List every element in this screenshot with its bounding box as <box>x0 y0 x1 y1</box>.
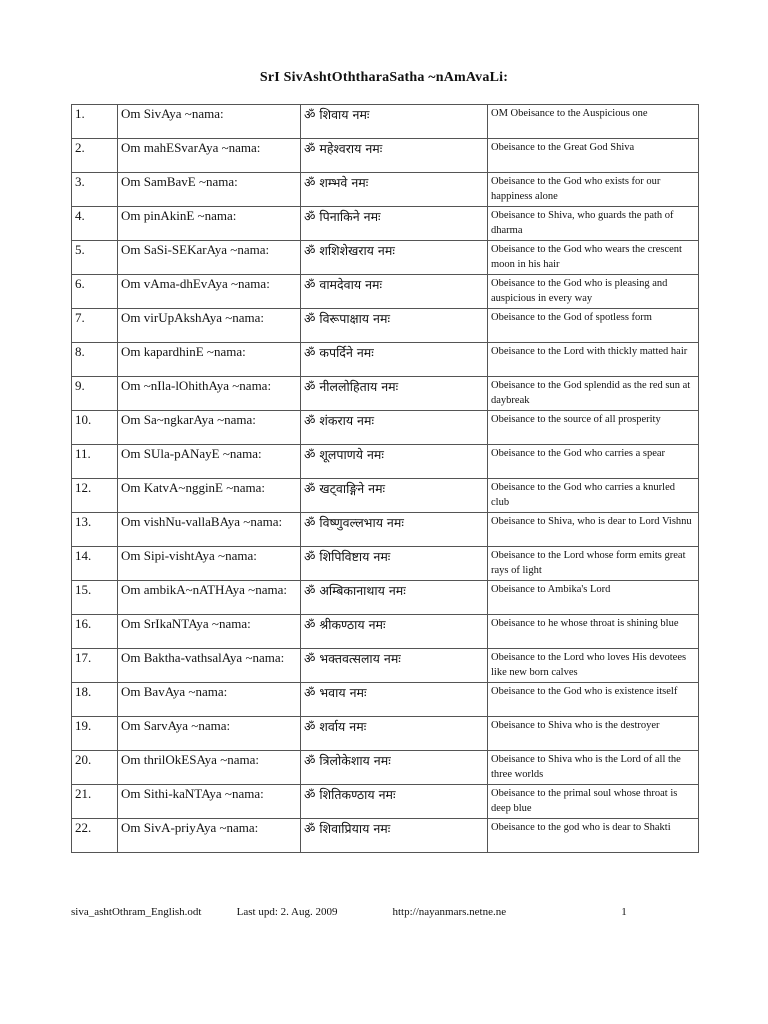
row-devanagari: ॐ भवाय नमः <box>301 683 488 717</box>
table-row <box>72 479 699 513</box>
row-number: 8. <box>72 343 118 377</box>
row-number: 11. <box>72 445 118 479</box>
table-row <box>72 411 699 445</box>
row-transliteration: Om BavAya ~nama: <box>118 683 301 717</box>
row-meaning: Obeisance to the God who carries a knurled club <box>488 479 699 513</box>
row-transliteration: Om SamBavE ~nama: <box>118 173 301 207</box>
table-row <box>72 717 699 751</box>
table-row <box>72 309 699 343</box>
table-row <box>72 343 699 377</box>
row-transliteration: Om mahESvarAya ~nama: <box>118 139 301 173</box>
row-number: 21. <box>72 785 118 819</box>
row-number: 15. <box>72 581 118 615</box>
row-meaning: Obeisance to Shiva, who is dear to Lord Vishnu <box>488 513 699 547</box>
table-row <box>72 581 699 615</box>
table-row <box>72 785 699 819</box>
row-meaning: Obeisance to Ambika's Lord <box>488 581 699 615</box>
table-row <box>72 173 699 207</box>
row-number: 3. <box>72 173 118 207</box>
namavali-table-body <box>72 105 699 853</box>
document-title: SrI SivAshtOththaraSatha ~nAmAvaLi: <box>259 70 509 85</box>
row-meaning: Obeisance to the God of spotless form <box>488 309 699 343</box>
table-row <box>72 207 699 241</box>
row-devanagari: ॐ शशिशेखराय नमः <box>301 241 488 275</box>
row-devanagari: ॐ त्रिलोकेशाय नमः <box>301 751 488 785</box>
row-number: 6. <box>72 275 118 309</box>
table-row <box>72 445 699 479</box>
table-row <box>72 615 699 649</box>
row-transliteration: Om SarvAya ~nama: <box>118 717 301 751</box>
row-devanagari: ॐ श्रीकण्ठाय नमः <box>301 615 488 649</box>
row-transliteration: Om virUpAkshAya ~nama: <box>118 309 301 343</box>
table-row <box>72 105 699 139</box>
row-devanagari: ॐ शर्वाय नमः <box>301 717 488 751</box>
table-row <box>72 547 699 581</box>
row-number: 16. <box>72 615 118 649</box>
row-number: 7. <box>72 309 118 343</box>
row-meaning: Obeisance to the Great God Shiva <box>488 139 699 173</box>
row-transliteration: Om pinAkinE ~nama: <box>118 207 301 241</box>
footer-page-number: 1 <box>621 906 627 918</box>
row-meaning: Obeisance to the god who is dear to Shakti <box>488 819 699 853</box>
row-number: 2. <box>72 139 118 173</box>
row-transliteration: Om vishNu-vallaBAya ~nama: <box>118 513 301 547</box>
row-transliteration: Om SaSi-SEKarAya ~nama: <box>118 241 301 275</box>
row-devanagari: ॐ शंकराय नमः <box>301 411 488 445</box>
row-number: 1. <box>72 105 118 139</box>
row-devanagari: ॐ शिवाप्रियाय नमः <box>301 819 488 853</box>
row-transliteration: Om SrIkaNTAya ~nama: <box>118 615 301 649</box>
row-number: 17. <box>72 649 118 683</box>
row-meaning: Obeisance to the God who exists for our happiness alone <box>488 173 699 207</box>
row-transliteration: Om vAma-dhEvAya ~nama: <box>118 275 301 309</box>
table-row <box>72 139 699 173</box>
namavali-table <box>71 104 699 853</box>
row-devanagari: ॐ विरूपाक्षाय नमः <box>301 309 488 343</box>
row-meaning: Obeisance to the primal soul whose throat is deep blue <box>488 785 699 819</box>
row-devanagari: ॐ शूलपाणये नमः <box>301 445 488 479</box>
row-meaning: Obeisance to the Lord with thickly matted hair <box>488 343 699 377</box>
row-meaning: Obeisance to Shiva, who guards the path of dharma <box>488 207 699 241</box>
row-devanagari: ॐ कपर्दिने नमः <box>301 343 488 377</box>
row-devanagari: ॐ महेश्वराय नमः <box>301 139 488 173</box>
row-number: 13. <box>72 513 118 547</box>
row-meaning: OM Obeisance to the Auspicious one <box>488 105 699 139</box>
table-row <box>72 275 699 309</box>
table-row <box>72 751 699 785</box>
row-devanagari: ॐ नीललोहिताय नमः <box>301 377 488 411</box>
row-devanagari: ॐ अम्बिकानाथाय नमः <box>301 581 488 615</box>
row-transliteration: Om Baktha-vathsalAya ~nama: <box>118 649 301 683</box>
row-transliteration: Om ambikA~nATHAya ~nama: <box>118 581 301 615</box>
row-devanagari: ॐ खट्वाङ्गिने नमः <box>301 479 488 513</box>
row-meaning: Obeisance to he whose throat is shining blue <box>488 615 699 649</box>
row-transliteration: Om SUla-pANayE ~nama: <box>118 445 301 479</box>
row-meaning: Obeisance to Shiva who is the destroyer <box>488 717 699 751</box>
table-row <box>72 377 699 411</box>
row-number: 9. <box>72 377 118 411</box>
row-number: 20. <box>72 751 118 785</box>
row-devanagari: ॐ शम्भवे नमः <box>301 173 488 207</box>
row-transliteration: Om ~nIla-lOhithAya ~nama: <box>118 377 301 411</box>
row-meaning: Obeisance to the Lord whose form emits great rays of light <box>488 547 699 581</box>
row-meaning: Obeisance to the God who carries a spear <box>488 445 699 479</box>
row-number: 12. <box>72 479 118 513</box>
table-row <box>72 513 699 547</box>
row-meaning: Obeisance to the source of all prosperity <box>488 411 699 445</box>
row-meaning: Obeisance to the God who wears the crescent moon in his hair <box>488 241 699 275</box>
page-footer <box>71 906 641 918</box>
row-meaning: Obeisance to the God splendid as the red sun at daybreak <box>488 377 699 411</box>
footer-last-updated: Last upd: 2. Aug. 2009 <box>236 906 338 918</box>
row-number: 18. <box>72 683 118 717</box>
row-devanagari: ॐ भक्तवत्सलाय नमः <box>301 649 488 683</box>
table-row <box>72 683 699 717</box>
row-number: 22. <box>72 819 118 853</box>
row-number: 10. <box>72 411 118 445</box>
row-transliteration: Om Sipi-vishtAya ~nama: <box>118 547 301 581</box>
row-transliteration: Om KatvA~ngginE ~nama: <box>118 479 301 513</box>
footer-url: http://nayanmars.netne.ne <box>392 906 507 918</box>
row-devanagari: ॐ विष्णुवल्लभाय नमः <box>301 513 488 547</box>
row-transliteration: Om kapardhinE ~nama: <box>118 343 301 377</box>
row-number: 4. <box>72 207 118 241</box>
row-devanagari: ॐ शिपिविष्टाय नमः <box>301 547 488 581</box>
footer-filename: siva_ashtOthram_English.odt <box>71 906 202 918</box>
row-devanagari: ॐ पिनाकिने नमः <box>301 207 488 241</box>
row-transliteration: Om thrilOkESAya ~nama: <box>118 751 301 785</box>
table-row <box>72 819 699 853</box>
row-number: 5. <box>72 241 118 275</box>
table-row <box>72 241 699 275</box>
row-transliteration: Om SivA-priyAya ~nama: <box>118 819 301 853</box>
row-devanagari: ॐ वामदेवाय नमः <box>301 275 488 309</box>
table-row <box>72 649 699 683</box>
row-number: 19. <box>72 717 118 751</box>
row-transliteration: Om SivAya ~nama: <box>118 105 301 139</box>
row-meaning: Obeisance to the God who is existence itself <box>488 683 699 717</box>
row-transliteration: Om Sa~ngkarAya ~nama: <box>118 411 301 445</box>
row-meaning: Obeisance to the Lord who loves His devotees like new born calves <box>488 649 699 683</box>
row-number: 14. <box>72 547 118 581</box>
row-meaning: Obeisance to the God who is pleasing and auspicious in every way <box>488 275 699 309</box>
row-transliteration: Om Sithi-kaNTAya ~nama: <box>118 785 301 819</box>
row-meaning: Obeisance to Shiva who is the Lord of all the three worlds <box>488 751 699 785</box>
row-devanagari: ॐ शितिकण्ठाय नमः <box>301 785 488 819</box>
row-devanagari: ॐ शिवाय नमः <box>301 105 488 139</box>
